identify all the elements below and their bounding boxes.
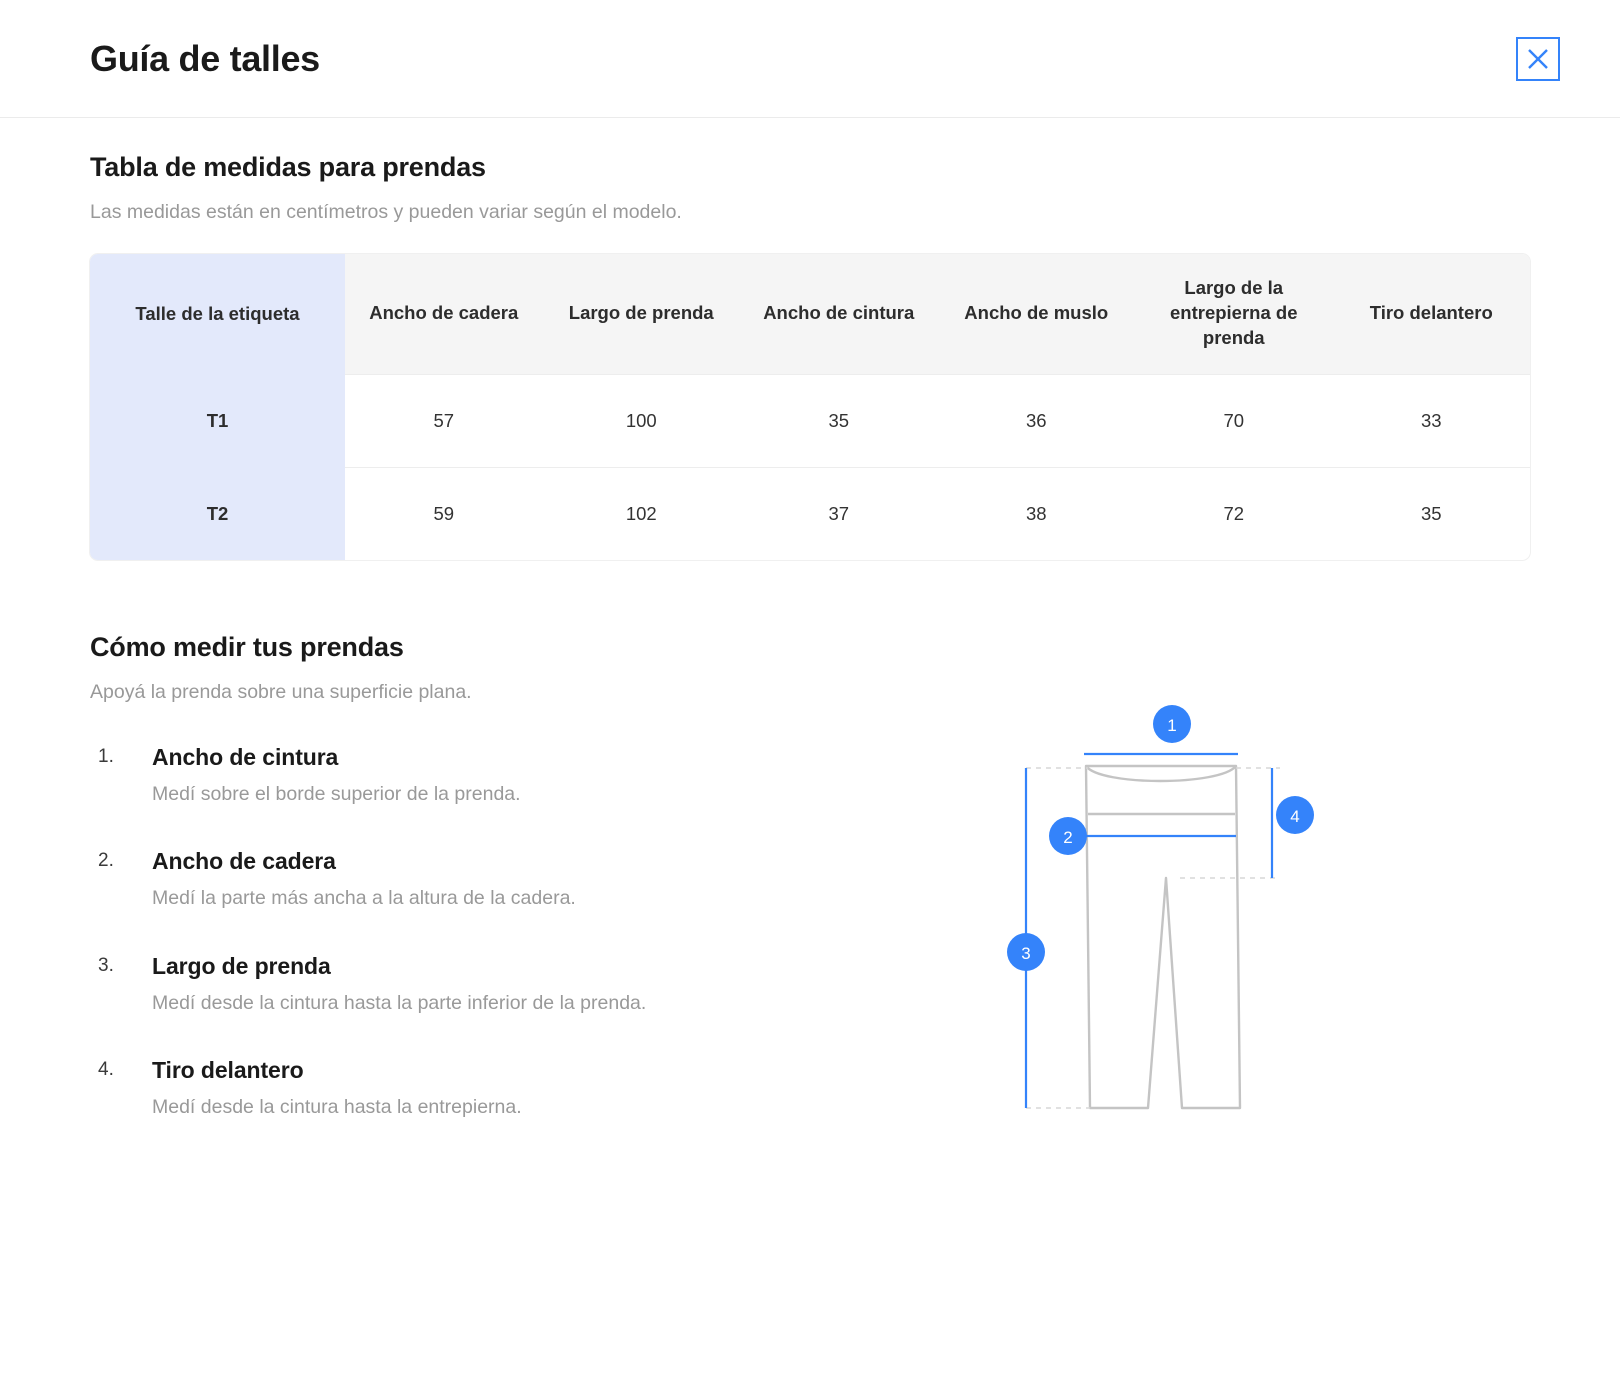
column-header-hip-width: Ancho de cadera [345,254,543,374]
step-description: Medí desde la cintura hasta la parte inferior de la prenda. [152,991,647,1014]
cell-t1-front-rise: 33 [1333,374,1531,467]
list-item [90,848,880,912]
page-title: Guía de talles [90,37,320,79]
step-description: Medí sobre el borde superior de la prenda. [152,783,521,805]
pants-diagram-svg [990,702,1420,1172]
size-table-body [90,374,1530,560]
row-label-t2: T2 [90,467,345,560]
svg-text:2: 2 [1063,828,1073,847]
close-glyph [1525,46,1551,72]
svg-text:3: 3 [1021,944,1031,963]
size-table [90,254,1530,560]
table-header-row [90,254,1530,374]
cell-t2-front-rise: 35 [1333,467,1531,560]
step-number: 1. [98,746,114,767]
table-row [90,467,1530,560]
list-item [90,744,880,808]
cell-t2-waist-width: 37 [740,467,938,560]
measurement-lines [1026,754,1272,1108]
measurements-subtitle: Las medidas están en centímetros y pueden variar según el modelo. [90,201,682,223]
close-icon[interactable] [1516,37,1560,81]
modal-header [0,0,1620,118]
pants-diagram [990,702,1420,1162]
column-header-inseam-length: Largo de la entrepierna de prenda [1135,254,1333,374]
step-description: Medí desde la cintura hasta la entrepierna. [152,1095,522,1118]
column-header-waist-width: Ancho de cintura [740,254,938,374]
row-label-t1: T1 [90,374,345,467]
svg-text:1: 1 [1167,716,1177,735]
step-description: Medí la parte más ancha a la altura de la cadera. [152,887,576,910]
column-header-label: Talle de la etiqueta [90,254,345,374]
cell-t2-inseam-length: 72 [1135,467,1333,560]
how-to-measure-section [90,632,1530,1162]
cell-t2-garment-length: 102 [543,467,741,560]
marker-1 [1153,705,1191,743]
svg-text:4: 4 [1290,807,1300,826]
list-item [90,1057,880,1121]
cell-t1-garment-length: 100 [543,374,741,467]
marker-4 [1276,796,1314,834]
size-table-wrapper [90,254,1530,560]
marker-3 [1007,933,1045,971]
cell-t1-thigh-width: 36 [938,374,1136,467]
step-title: Ancho de cadera [152,848,336,875]
cell-t2-hip-width: 59 [345,467,543,560]
step-title: Largo de prenda [152,952,331,979]
howto-title: Cómo medir tus prendas [90,632,404,662]
cell-t1-hip-width: 57 [345,374,543,467]
modal-body [0,118,1620,1162]
column-header-front-rise: Tiro delantero [1333,254,1531,374]
step-number: 2. [98,850,114,872]
marker-2 [1049,817,1087,855]
size-table-head [90,254,1530,374]
measure-steps-list [90,744,880,1121]
cell-t1-waist-width: 35 [740,374,938,467]
step-number: 3. [98,954,114,976]
cell-t1-inseam-length: 70 [1135,374,1333,467]
column-header-garment-length: Largo de prenda [543,254,741,374]
list-item [90,953,880,1017]
how-to-measure-text [90,632,880,1161]
table-row [90,374,1530,467]
pants-outline [1086,766,1240,1108]
measurements-title: Tabla de medidas para prendas [90,152,486,182]
step-title: Ancho de cintura [152,744,339,770]
howto-subtitle: Apoyá la prenda sobre una superficie plana. [90,681,472,703]
column-header-thigh-width: Ancho de muslo [938,254,1136,374]
step-title: Tiro delantero [152,1056,304,1083]
step-number: 4. [98,1058,114,1080]
how-to-measure-illustration [880,632,1530,1162]
cell-t2-thigh-width: 38 [938,467,1136,560]
